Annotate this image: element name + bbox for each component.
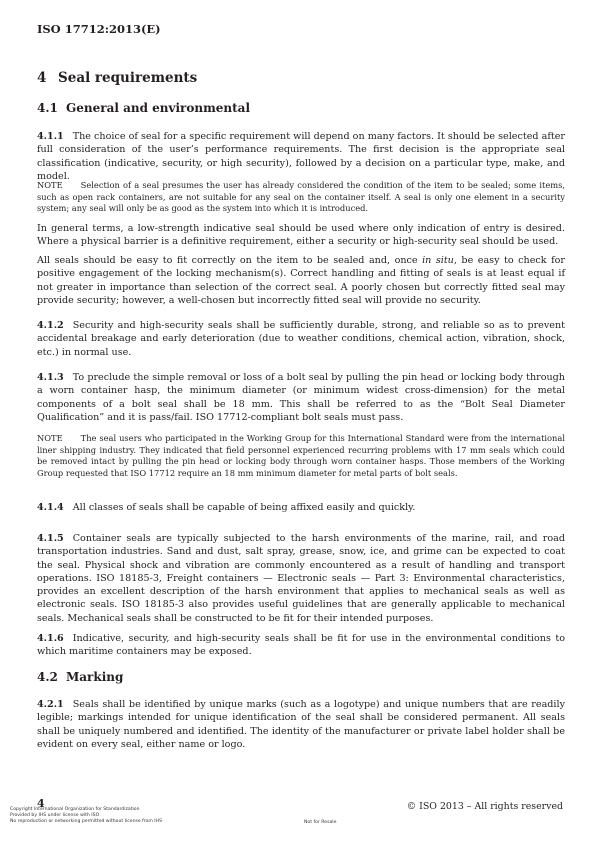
- copyright-notice: © ISO 2013 – All rights reserved: [406, 801, 563, 812]
- note-label: NOTE: [37, 180, 63, 190]
- license-line-3: No reproduction or networking permitted without license from IHS: [10, 819, 163, 824]
- section-title: Seal requirements: [58, 70, 198, 86]
- clause-number: 4.1.2: [37, 320, 64, 331]
- clause-4-1-2: [37, 319, 565, 359]
- note-seal-selection: [37, 180, 565, 215]
- clause-text: Container seals are typically subjected to the harsh environments of the marine, rail, and road transportation industries. Sand and dust, salt spray, grease, snow, ice, and grime can be expected to coat the seal. Physical shock and vibration are commonly encountered as a result of handling and transport operations. ISO 18185-3, Freight containers — Electronic seals — Part 3: Environmental characteristics, provides an excellent description of the harsh environment that applies to mechanical seals as well as electronic seals. ISO 18185-3 also provides useful guidelines that are generally applicable to mechanical seals. Mechanical seals shall be constructed to be fit for their intended purposes.: [37, 533, 565, 624]
- section-number: 4.1: [37, 101, 58, 115]
- clause-number: 4.1.3: [37, 372, 64, 383]
- section-4-heading: [37, 70, 197, 86]
- page-number: 4: [37, 797, 45, 810]
- section-4-2-heading: [37, 670, 123, 684]
- clause-number: 4.2.1: [37, 699, 64, 710]
- clause-number: 4.1.6: [37, 633, 64, 644]
- paragraph-italic-term: in situ: [422, 255, 454, 266]
- clause-text: Indicative, security, and high-security seals shall be fit for use in the environmental conditions to which maritime containers may be exposed.: [37, 633, 565, 658]
- section-title: General and environmental: [66, 101, 251, 115]
- clause-text: To preclude the simple removal or loss of a bolt seal by pulling the pin head or locking body through a worn container hasp, the minimum diameter (or minimum widest cross-dimension) for the metal components of a bolt seal shall be 18 mm. This shall be referred to as the “Bolt Seal Diameter Qualification” and it is pass/fail. ISO 17712-compliant bolt seals must pass.: [37, 372, 565, 423]
- clause-number: 4.1.4: [37, 502, 64, 513]
- clause-number: 4.1.1: [37, 131, 64, 142]
- section-title: Marking: [66, 670, 124, 684]
- note-working-group: [37, 433, 565, 479]
- clause-4-1-1: [37, 130, 565, 183]
- clause-4-1-6: [37, 632, 565, 659]
- note-text: Selection of a seal presumes the user has already considered the condition of the item to be sealed; some items, such as open rack containers, are not suitable for any seal on the container itself. A seal is only one element in a security system; any seal will only be as good as the system into which it is introduced.: [37, 180, 565, 214]
- note-text: The seal users who participated in the Working Group for this International Standard were from the international liner shipping industry. They indicated that field personnel experienced recurring problems with 17 mm seals which could be removed intact by pulling the pin head or locking body through worn container hasps. Those members of the Working Group requested that ISO 17712 require an 18 mm minimum diameter for metal parts of bolt seals.: [37, 433, 565, 478]
- clause-text: The choice of seal for a specific requirement will depend on many factors. It should be selected after full consideration of the user’s performance requirements. The first decision is the appropriate seal classification (indicative, security, or high security), followed by a decision on a particular type, make, and model.: [37, 131, 565, 182]
- section-number: 4: [37, 70, 47, 86]
- document-header: ISO 17712:2013(E): [37, 22, 161, 36]
- clause-4-1-5: [37, 532, 565, 625]
- license-line-1: Copyright International Organization for Standardization: [10, 807, 140, 812]
- clause-number: 4.1.5: [37, 533, 64, 544]
- section-4-1-heading: [37, 101, 250, 115]
- clause-text: Security and high-security seals shall be sufficiently durable, strong, and reliable so as to prevent accidental breakage and early deterioration (due to weather conditions, chemical action, vibration, shock, etc.) in normal use.: [37, 320, 565, 358]
- clause-text: All classes of seals shall be capable of being affixed easily and quickly.: [72, 502, 416, 513]
- clause-text: Seals shall be identified by unique marks (such as a logotype) and unique numbers that are readily legible; markings intended for unique identification of the seal shall be considered permanent. All seals shall be uniquely numbered and identified. The identity of the manufacturer or private label holder shall be evident on every seal, either name or logo.: [37, 699, 565, 750]
- clause-4-2-1: [37, 698, 565, 751]
- clause-4-1-3: [37, 371, 565, 424]
- clause-4-1-4: [37, 501, 565, 514]
- not-for-resale-notice: Not for Resale: [304, 820, 337, 825]
- paragraph-text-part2: , be easy to check for positive engagement of the locking mechanism(s). Correct handling and fitting of seals is at least equal if not greater in importance than selection of the correct seal. A poorly chosen but correctly fitted seal may provide security; however, a well-chosen but incorrectly fitted seal will provide no security.: [37, 255, 565, 306]
- note-label: NOTE: [37, 433, 63, 443]
- paragraph-text-part1: All seals should be easy to fit correctly on the item to be sealed and, once: [37, 255, 423, 266]
- section-number: 4.2: [37, 670, 58, 684]
- paragraph-general-terms: In general terms, a low-strength indicative seal should be used where only indication of entry is desired. Where a physical barrier is a definitive requirement, either a security or high-security seal should be used.: [37, 223, 565, 248]
- paragraph-all-seals: [37, 254, 565, 307]
- license-line-2: Provided by IHS under license with ISO: [10, 813, 100, 818]
